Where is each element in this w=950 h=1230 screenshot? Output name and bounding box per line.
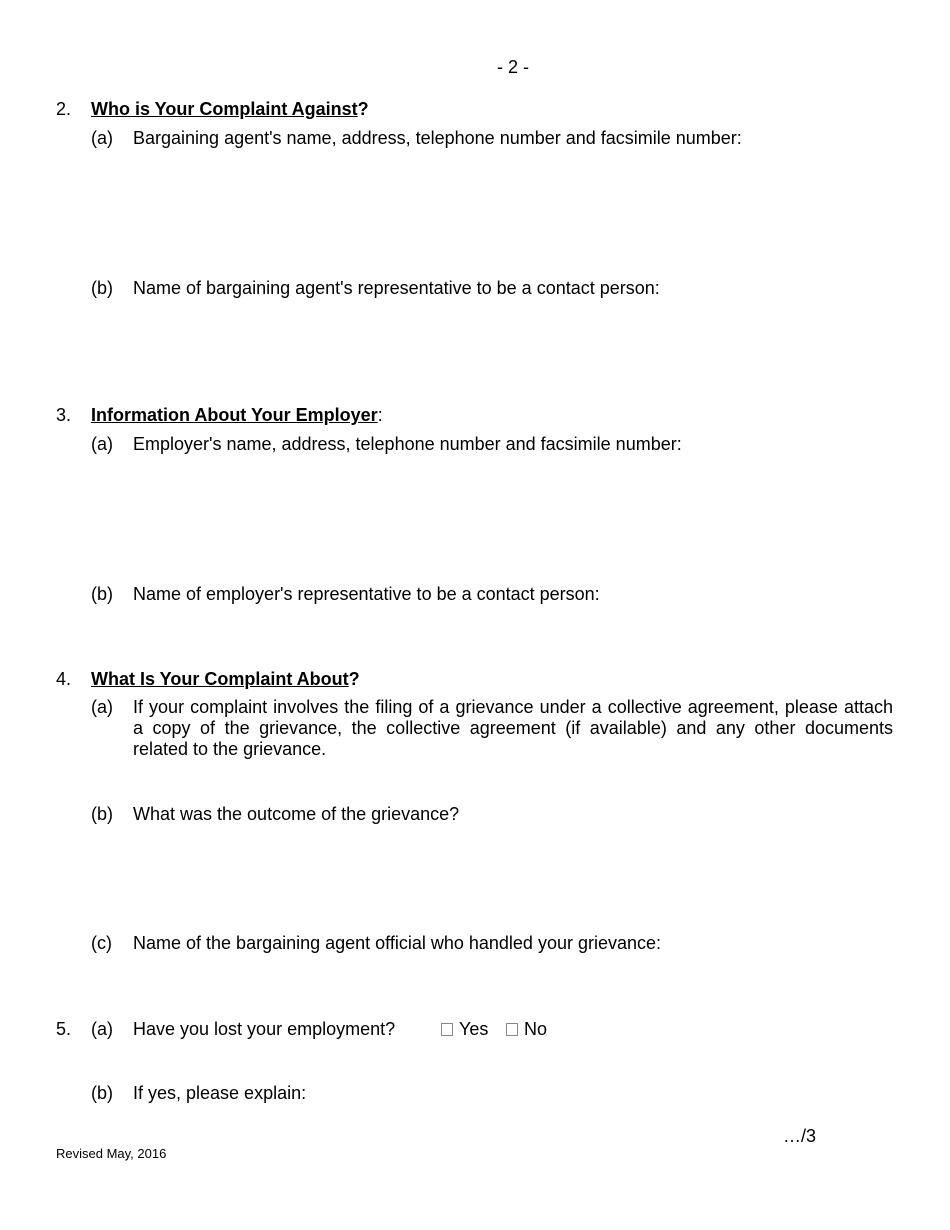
section-2a-text: Bargaining agent's name, address, telephone number and facsimile number: — [133, 128, 742, 148]
section-5b-label: (b) — [91, 1083, 113, 1103]
section-5a-label: (a) — [91, 1019, 113, 1039]
section-2-number: 2. — [56, 99, 72, 119]
section-5b-text: If yes, please explain: — [133, 1083, 307, 1103]
section-5-number: 5. — [56, 1019, 72, 1039]
continuation-marker: …/3 — [783, 1126, 817, 1146]
section-3-title-suffix: : — [377, 405, 383, 425]
section-4b-label: (b) — [91, 804, 113, 824]
section-3-heading — [91, 405, 383, 426]
section-4a-label: (a) — [91, 697, 113, 717]
section-5a-text: Have you lost your employment? — [133, 1019, 396, 1039]
section-3b-text: Name of employer's representative to be a contact person: — [133, 584, 600, 604]
yes-checkbox[interactable] — [441, 1023, 453, 1036]
employment-lost-yes-option[interactable] — [441, 1019, 488, 1040]
section-3b-label: (b) — [91, 584, 113, 604]
section-2-title-suffix: ? — [357, 99, 369, 119]
section-4a-text: If your complaint involves the filing of a grievance under a collective agreement, please attach a copy of the grievance, the collective agreement (if available) and any other documents related to the grievance. — [133, 697, 893, 759]
section-3-title: Information About Your Employer — [91, 405, 378, 425]
no-checkbox[interactable] — [506, 1023, 518, 1036]
section-4-number: 4. — [56, 669, 72, 689]
yes-label: Yes — [459, 1019, 489, 1039]
section-4-title: What Is Your Complaint About — [91, 669, 349, 689]
employment-lost-no-option[interactable] — [506, 1019, 547, 1040]
section-2a-label: (a) — [91, 128, 113, 148]
section-2-heading — [91, 99, 369, 120]
section-4c-text: Name of the bargaining agent official who handled your grievance: — [133, 933, 662, 953]
section-4-title-suffix: ? — [348, 669, 360, 689]
section-3a-text: Employer's name, address, telephone number and facsimile number: — [133, 434, 682, 454]
section-2-title: Who is Your Complaint Against — [91, 99, 358, 119]
no-label: No — [524, 1019, 548, 1039]
section-3-number: 3. — [56, 405, 72, 425]
section-4-heading — [91, 669, 360, 690]
section-4b-text: What was the outcome of the grievance? — [133, 804, 460, 824]
section-3a-label: (a) — [91, 434, 113, 454]
revision-footer: Revised May, 2016 — [56, 1146, 167, 1161]
section-2b-label: (b) — [91, 278, 113, 298]
section-2b-text: Name of bargaining agent's representative to be a contact person: — [133, 278, 660, 298]
section-4c-label: (c) — [91, 933, 112, 953]
page-number: - 2 - — [496, 57, 529, 77]
